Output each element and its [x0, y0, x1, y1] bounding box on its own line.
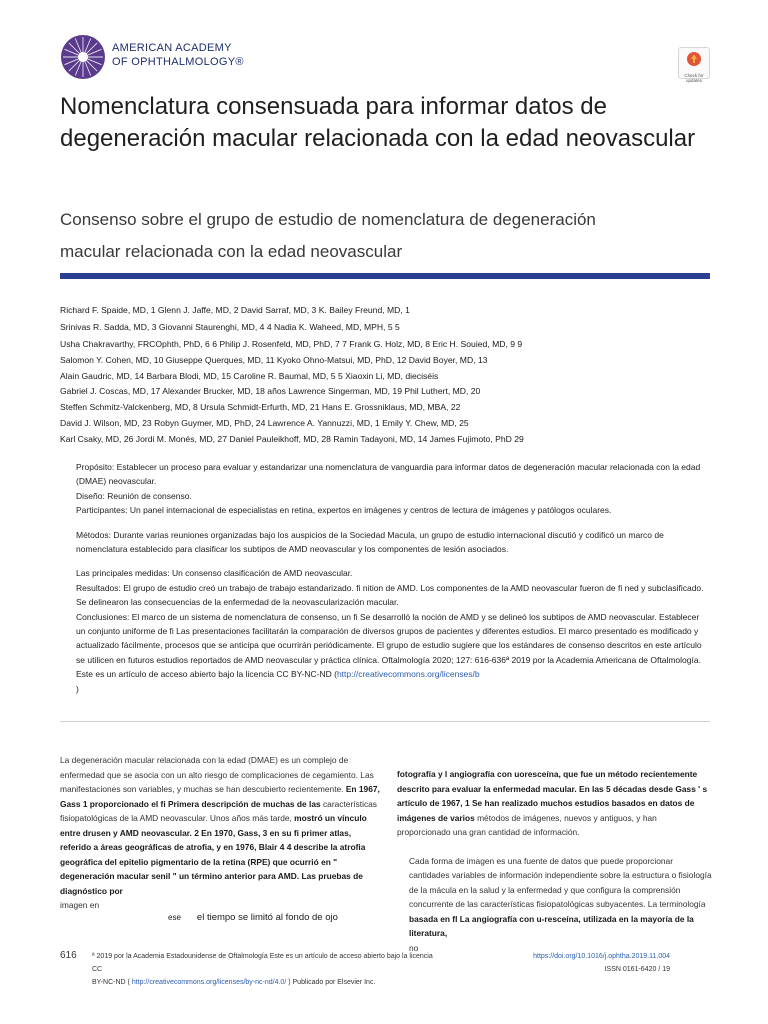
- body-left-ese: ese: [168, 913, 181, 922]
- article-subtitle-line1: Consenso sobre el grupo de estudio de nomenclatura de degeneración: [60, 210, 596, 229]
- body-right-tail: no: [409, 942, 419, 953]
- author-line: Gabriel J. Coscas, MD, 17 Alexander Brucker, MD, 18 años Lawrence Singerman, MD, 19 Phil Luthert, MD, 20: [60, 386, 481, 397]
- footer-identifiers: [470, 950, 670, 976]
- conclusions-text: El marco de un sistema de nomenclatura de consenso, un fi Se desarrolló la noción de AMD y se delineó los subtipos de AMD neovascular. Establecer un conjunto uniforme de fi Las presentaciones facilitarán la comparación de diversos grupos de pacientes y diferentes estudios. El marco presentado es modificado y actualizado fácilmente, procesos que se anticipa que ocurrirán periódicamente. El grupo de estudio sugiere que los estándares de consenso descritos en este artículo se utilicen en futuros estudios reportados de AMD neovascular y práctica clínica. Oftalmología 2020; 127: 616-636ª 2019 por la Academia Americana de Oftalmología. Este es un artículo de acceso abierto bajo la licencia CC BY-NC-ND (: [76, 611, 702, 680]
- abstract-conclusions: [60, 610, 710, 696]
- section-divider: [60, 721, 710, 722]
- aao-logo-icon: [60, 34, 106, 80]
- author-line: Richard F. Spaide, MD, 1 Glenn J. Jaffe, MD, 2 David Sarraf, MD, 3 K. Bailey Freund, MD, 1: [60, 305, 410, 315]
- abstract: [60, 460, 710, 696]
- author-line: Steffen Schmitz-Valckenberg, MD, 8 Ursula Schmidt-Erfurth, MD, 21 Hans E. Grossniklaus, MD, MBA, 22: [60, 402, 461, 413]
- footer-copyright: [92, 950, 442, 989]
- measures-text: Un consenso clasificación de AMD neovascular.: [171, 568, 353, 579]
- participants-text: Un panel internacional de especialistas en retina, expertos en imágenes y centros de lectura de imágenes y patólogos oculares.: [129, 505, 612, 516]
- check-for-updates-button[interactable]: [678, 47, 710, 83]
- article-title-line1: Nomenclatura consensuada para informar datos de: [60, 93, 607, 120]
- body-left-text: La degeneración macular relacionada con la edad (DMAE) es un complejo de enfermedad que se asocia con un alto riesgo de complicaciones de cegamiento. Las manifestaciones son variables, y muchas se han descubierto recientemente.: [60, 755, 374, 794]
- check-updates-label: Check for updates: [684, 73, 704, 83]
- author-list: [60, 303, 720, 448]
- article-title-line2: degeneración macular relacionada con la edad neovascular: [60, 125, 696, 152]
- abstract-participants: [60, 503, 710, 517]
- license-link[interactable]: http://creativecommons.org/licenses/b: [336, 669, 480, 680]
- issn: ISSN 0161-6420 / 19: [604, 966, 670, 973]
- footer-license-link[interactable]: http://creativecommons.org/licenses/by-nc-nd/4.0/: [131, 979, 287, 986]
- article-subtitle: [60, 204, 710, 268]
- abstract-methods: [60, 528, 710, 557]
- body-left-text3: imagen en: [60, 900, 100, 910]
- org-name-line1: AMERICAN ACADEMY: [112, 42, 232, 54]
- design-label: Diseño:: [76, 490, 105, 501]
- abstract-closing: ): [76, 683, 79, 694]
- participants-label: Participantes:: [76, 505, 128, 516]
- author-line: Srinivas R. Sadda, MD, 3 Giovanni Staurenghi, MD, 4 4 Nadia K. Waheed, MD, MPH, 5 5: [60, 321, 400, 332]
- title-rule: [60, 273, 710, 279]
- page-number: 616: [60, 950, 77, 961]
- org-name-line2: OF OPHTHALMOLOGY®: [112, 56, 244, 68]
- body-right-bold2: basada en fl La angiografía con u-resceína, utilizada en la mayoría de la literatura,: [409, 913, 694, 938]
- body-column-left: [60, 753, 380, 913]
- body-right-bold: fotografía y l angiografía con uoresceína, que fue un método recientemente descrito para evaluar la enfermedad macular. En las 5 décadas desde Gass ' s artículo de 1967, 1 Se han realizado muchos estudios basados en datos de imágenes de varios: [397, 769, 708, 823]
- results-text: El grupo de estudio creó un trabajo de trabajo estandarizado. fi nition de AMD. Los componentes de la AMD neovascular fueron de fi ned y subclasificado. Se delinearon las consecuencias de la enfermedad de la neovascularización macular.: [76, 582, 704, 608]
- org-name: [112, 41, 244, 69]
- article-subtitle-line2: macular relacionada con la edad neovascular: [60, 242, 403, 261]
- methods-label: Métodos:: [76, 529, 111, 540]
- measures-label: Las principales medidas:: [76, 568, 170, 579]
- author-line: Alain Gaudric, MD, 14 Barbara Blodi, MD, 15 Caroline R. Baumal, MD, 5 5 Xiaoxin Li, MD, dieciséis: [60, 370, 439, 381]
- body-right-para2: Cada forma de imagen es una fuente de datos que puede proporcionar cantidades variables de información independiente sobre la estructura o fisiología de la mácula en la salud y la enfermedad y que configura la comprensión concurrente de las características fisiopatológicas subyacentes. La terminología: [409, 855, 712, 909]
- article-title: [60, 91, 720, 155]
- author-line: David J. Wilson, MD, 23 Robyn Guymer, MD, PhD, 24 Lawrence A. Yannuzzi, MD, 1 Emily Y. Chew, MD, 25: [60, 417, 469, 428]
- design-text: Reunión de consenso.: [107, 490, 192, 501]
- author-line: Karl Csaky, MD, 26 Jordi M. Monés, MD, 27 Daniel Pauleikhoff, MD, 28 Ramin Tadayoni, MD, 14 James Fujimoto, PhD 29: [60, 433, 524, 444]
- license-suffix: ) Publicado por Elsevier Inc.: [288, 979, 376, 986]
- body-left-last-line: [60, 912, 380, 923]
- purpose-label: Propósito:: [76, 462, 115, 472]
- abstract-measures: [60, 566, 710, 580]
- copyright-text: ª 2019 por la Academia Estadounidense de Oftalmología Este es un artículo de acceso abierto bajo la licencia CC: [92, 953, 433, 973]
- body-left-text2: características fisiopatológicas de la AMD neovascular. Unos años más tarde,: [60, 798, 377, 823]
- conclusions-label: Conclusiones:: [76, 611, 130, 622]
- methods-text: Durante varias reuniones organizadas bajo los auspicios de la Sociedad Macula, un grupo de estudio internacional discutió y codificó un marco de nomenclatura establecido para clasificar los subtipos de AMD neovascular y los componentes de lesión asociados.: [76, 529, 664, 555]
- author-line: Usha Chakravarthy, FRCOphth, PhD, 6 6 Philip J. Rosenfeld, MD, PhD, 7 7 Frank G. Holz, MD, 8 Eric H. Souied, MD, 9 9: [60, 338, 523, 349]
- body-left-bold: En 1967, Gass 1 proporcionado el fi Primera descripción de muchas de las: [60, 784, 380, 809]
- author-line: Salomon Y. Cohen, MD, 10 Giuseppe Querques, MD, 11 Kyoko Ohno-Matsui, MD, PhD, 12 David Boyer, MD, 13: [60, 354, 488, 365]
- license-prefix: BY-NC-ND (: [92, 979, 130, 986]
- doi-link[interactable]: https://doi.org/10.1016/j.ophtha.2019.11.004: [533, 953, 670, 960]
- check-updates-icon: [686, 51, 702, 67]
- purpose-text: Establecer un proceso para evaluar y estandarizar una nomenclatura de vanguardia para informar datos de degeneración macular relacionada con la edad (DMAE) neovascular.: [76, 462, 701, 487]
- body-left-rest: el tiempo se limitó al fondo de ojo: [196, 912, 338, 923]
- abstract-design: [60, 489, 710, 503]
- body-column-right: [397, 767, 712, 955]
- abstract-purpose: [60, 460, 710, 489]
- results-label: Resultados:: [76, 582, 121, 593]
- body-right-text: métodos de imágenes, nuevos y antiguos, y han proporcionado una gran cantidad de información.: [397, 812, 657, 837]
- abstract-results: [60, 581, 710, 610]
- body-left-bold2: mostró un vínculo entre drusen y AMD neovascular. 2 En 1970, Gass, 3 en su fi primer atlas, referido a áreas geográficas de atrofia, y en 1976, Blair 4 4 describe la atrofia geográfica del epitelio pigmentario de la retina (RPE) que ocurrió en " degeneración macular senil " un término anterior para AMD. Las pruebas de diagnóstico por: [60, 813, 367, 896]
